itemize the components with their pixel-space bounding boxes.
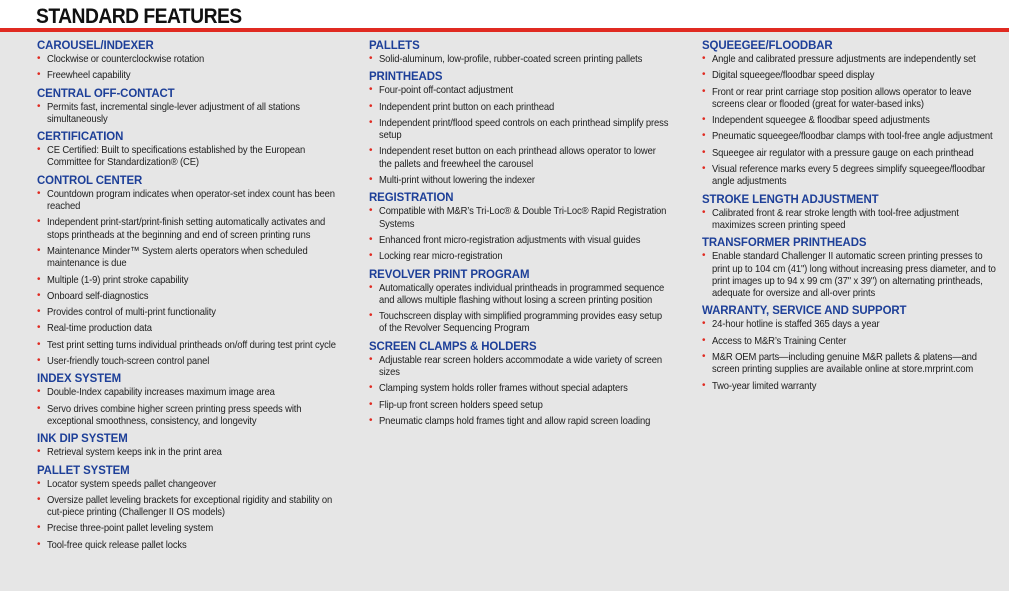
feature-text: Squeegee air regulator with a pressure gauge on each printhead [712,146,974,159]
feature-text: Servo drives combine higher screen printing press speeds with exceptional smoothness, consistency, and longevity [47,402,302,427]
feature-text: Maintenance Minder™ System alerts operators when scheduled maintenance is due [47,244,308,270]
feature-text: Countdown program indicates when operator-set index count has been reached [47,187,335,213]
feature-text: User-friendly touch-screen control panel [47,355,210,368]
feature-item [369,399,669,411]
section-heading: PRINTHEADS [369,69,443,84]
feature-list [369,205,669,262]
bullet-icon: • [369,53,373,64]
feature-item [369,415,669,427]
feature-text: CE Certified: Built to specifications established by the European Committee for Standardization® (CE) [47,144,306,169]
section-heading: PALLETS [369,38,420,52]
feature-item [702,86,1002,111]
feature-item [369,174,669,186]
feature-text: Independent print-start/print-finish setting automatically activates and stops printheads at the beginning and end of screen printing runs [47,216,326,241]
bullet-icon: • [369,145,373,157]
feature-item [702,335,1002,347]
feature-item [37,245,337,270]
feature-text: Multiple (1-9) print stroke capability [47,273,189,286]
feature-text: Automatically operates individual printheads in programmed sequence and allows multiple flashing without losing a screen printing position [379,281,665,306]
bullet-icon: • [37,144,41,156]
feature-item [37,290,337,302]
page-title: STANDARD FEATURES [36,5,242,28]
feature-list [37,144,337,169]
feature-item [37,446,337,458]
feature-text: Precise three-point pallet leveling system [47,522,214,535]
feature-item [369,234,669,246]
feature-item [37,306,337,318]
feature-item [702,318,1002,330]
feature-list [37,101,337,126]
bullet-icon: • [37,306,41,318]
feature-item [369,84,669,96]
feature-text: Tool-free quick release pallet locks [47,538,187,551]
feature-list [702,318,1002,391]
feature-list [37,386,337,427]
feature-item [369,53,669,65]
feature-text: Enhanced front micro-registration adjustments with visual guides [379,233,641,246]
features-column-3 [702,38,1002,396]
bullet-icon: • [369,310,373,322]
bullet-icon: • [702,85,706,97]
feature-item [369,117,669,142]
feature-item [369,354,669,379]
bullet-icon: • [37,522,41,534]
bullet-icon: • [369,382,373,394]
feature-text: Flip-up front screen holders speed setup [379,398,543,411]
bullet-icon: • [702,318,706,330]
feature-item [369,145,669,170]
feature-text: Solid-aluminum, low-profile, rubber-coated screen printing pallets [379,53,643,65]
feature-text: Independent squeegee & floodbar speed adjustments [712,114,930,127]
feature-item [369,382,669,394]
feature-text: Independent reset button on each printhead allows operator to lower the pallets and freewheel the carousel [379,145,656,170]
feature-text: Independent print button on each printhead [379,100,555,113]
feature-item [702,207,1002,232]
feature-item [702,130,1002,142]
features-column-2 [369,38,669,431]
feature-text: Test print setting turns individual printheads on/off during test print cycle [47,338,336,351]
bullet-icon: • [369,233,373,245]
bullet-icon: • [369,205,373,217]
section-heading: SQUEEGEE/FLOODBAR [702,38,833,52]
feature-text: Pneumatic clamps hold frames tight and allow rapid screen loading [379,414,651,427]
bullet-icon: • [37,493,41,505]
feature-text: Four-point off-contact adjustment [379,84,514,97]
section-heading: PALLET SYSTEM [37,462,130,477]
bullet-icon: • [37,53,41,64]
bullet-icon: • [369,116,373,128]
feature-text: Calibrated front & rear stroke length with tool-free adjustment maximizes screen printing speed [712,206,959,231]
feature-text: Two-year limited warranty [712,379,817,392]
feature-item [702,250,1002,299]
feature-item [702,351,1002,376]
feature-text: Digital squeegee/floodbar speed display [712,69,875,82]
feature-text: Retrieval system keeps ink in the print area [47,446,222,459]
feature-text: Angle and calibrated pressure adjustments are independently set [712,53,976,65]
section-heading: INDEX SYSTEM [37,371,122,386]
feature-list [702,207,1002,232]
bullet-icon: • [37,216,41,228]
feature-text: Clockwise or counterclockwise rotation [47,53,205,65]
feature-list [37,478,337,551]
feature-text: Clamping system holds roller frames without special adapters [379,382,628,395]
bullet-icon: • [37,538,41,550]
feature-text: Locator system speeds pallet changeover [47,477,217,490]
feature-text: Real-time production data [47,322,152,335]
feature-item [37,539,337,551]
bullet-icon: • [702,334,706,346]
feature-text: 24-hour hotline is staffed 365 days a year [712,318,880,331]
bullet-icon: • [702,146,706,158]
bullet-icon: • [37,69,41,81]
bullet-icon: • [702,114,706,126]
feature-item [702,380,1002,392]
bullet-icon: • [369,174,373,186]
features-column-1 [37,38,337,555]
feature-item [369,205,669,230]
feature-text: Onboard self-diagnostics [47,289,149,302]
bullet-icon: • [702,163,706,175]
feature-list [369,53,669,65]
feature-item [37,144,337,169]
bullet-icon: • [369,414,373,426]
section-heading: REGISTRATION [369,190,454,205]
feature-text: M&R OEM parts—including genuine M&R pallets & platens—and screen printing supplies are available online at store.mrprint.com [712,351,977,376]
feature-text: Oversize pallet leveling brackets for exceptional rigidity and stability on cut-piece printing (Challenger II OS models) [47,493,333,519]
bullet-icon: • [37,273,41,285]
feature-item [369,250,669,262]
section-heading: CERTIFICATION [37,129,124,144]
feature-item [37,216,337,241]
bullet-icon: • [37,446,41,458]
section-heading: REVOLVER PRINT PROGRAM [369,266,530,281]
bullet-icon: • [37,100,41,112]
feature-list [37,446,337,458]
feature-text: Permits fast, incremental single-lever adjustment of all stations simultaneously [47,100,300,125]
header [0,0,1009,33]
feature-item [702,114,1002,126]
bullet-icon: • [369,100,373,112]
feature-text: Freewheel capability [47,69,131,82]
feature-item [702,147,1002,159]
section-heading: STROKE LENGTH ADJUSTMENT [702,191,879,206]
feature-text: Adjustable rear screen holders accommodate a wide variety of screen sizes [379,353,663,379]
bullet-icon: • [37,322,41,334]
feature-text: Compatible with M&R’s Tri-Loc® & Double Tri-Loc® Rapid Registration Systems [379,205,667,230]
section-heading: TRANSFORMER PRINTHEADS [702,235,867,250]
bullet-icon: • [702,250,706,262]
features-content [0,32,1009,591]
bullet-icon: • [369,84,373,96]
feature-list [37,53,337,82]
feature-text: Independent print/flood speed controls on each printhead simplify press setup [379,116,669,142]
bullet-icon: • [702,379,706,391]
bullet-icon: • [369,398,373,410]
bullet-icon: • [702,69,706,81]
feature-text: Touchscreen display with simplified programming provides easy setup of the Revolver Sequencing Program [379,310,662,335]
bullet-icon: • [702,53,706,64]
section-heading: CONTROL CENTER [37,172,143,187]
bullet-icon: • [702,206,706,218]
feature-text: Visual reference marks every 5 degrees simplify squeegee/floodbar angle adjustments [712,163,986,188]
section-heading: CAROUSEL/INDEXER [37,38,154,52]
feature-text: Front or rear print carriage stop position allows operator to leave screens clear or flooded (great for water-based inks) [712,85,972,110]
bullet-icon: • [37,402,41,414]
bullet-icon: • [37,187,41,199]
feature-item [37,494,337,519]
feature-text: Locking rear micro-registration [379,250,503,263]
feature-item [37,522,337,534]
feature-list [369,84,669,186]
bullet-icon: • [369,281,373,293]
bullet-icon: • [37,244,41,256]
feature-item [37,188,337,213]
bullet-icon: • [37,355,41,367]
feature-list [369,354,669,427]
feature-text: Enable standard Challenger II automatic screen printing presses to print up to 104 cm (41") long without increasing press diameter, and to print images up to 94 x 99 cm (37" x 39") on alternating printheads, adequate for oversize and all-over prints [712,250,996,300]
feature-text: Provides control of multi-print functionality [47,306,216,319]
feature-list [37,188,337,368]
feature-item [37,339,337,351]
bullet-icon: • [37,386,41,398]
feature-text: Double-Index capability increases maximum image area [47,386,275,399]
bullet-icon: • [702,130,706,142]
section-heading: WARRANTY, SERVICE AND SUPPORT [702,303,907,318]
bullet-icon: • [702,351,706,363]
feature-text: Multi-print without lowering the indexer [379,174,535,187]
feature-item [37,101,337,126]
bullet-icon: • [37,338,41,350]
section-heading: SCREEN CLAMPS & HOLDERS [369,338,537,353]
bullet-icon: • [369,353,373,365]
feature-item [369,282,669,307]
section-heading: CENTRAL OFF-CONTACT [37,85,175,100]
feature-item [369,101,669,113]
feature-item [37,355,337,367]
feature-item [702,53,1002,65]
bullet-icon: • [37,289,41,301]
bullet-icon: • [37,477,41,489]
feature-item [702,163,1002,188]
feature-list [702,53,1002,188]
feature-item [37,53,337,65]
feature-item [37,478,337,490]
feature-item [37,274,337,286]
feature-item [37,403,337,428]
feature-item [37,69,337,81]
feature-item [37,386,337,398]
feature-text: Access to M&R’s Training Center [712,334,847,347]
feature-list [369,282,669,335]
feature-item [369,310,669,335]
feature-item [702,69,1002,81]
section-heading: INK DIP SYSTEM [37,431,128,446]
feature-text: Pneumatic squeegee/floodbar clamps with tool-free angle adjustment [712,130,993,143]
feature-list [702,250,1002,299]
bullet-icon: • [369,250,373,262]
feature-item [37,322,337,334]
